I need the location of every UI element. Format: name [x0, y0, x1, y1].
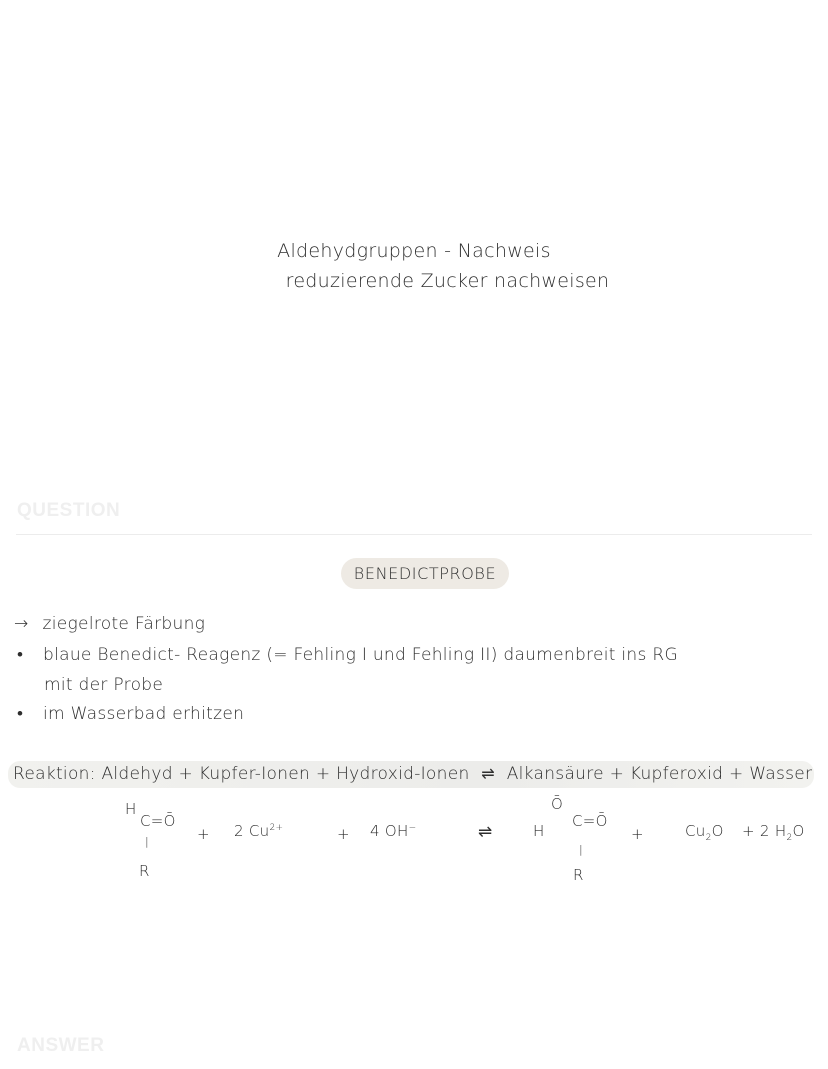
- page-subtitle: reduzierende Zucker nachweisen: [285, 270, 610, 292]
- note-item-heat: [17, 704, 244, 724]
- aldehyde-carbonyl: C=Ō: [140, 812, 176, 830]
- copper-symbol: Cu: [685, 822, 706, 840]
- arrow-right-icon: →: [14, 614, 29, 634]
- acid-carbonyl: C=Ō: [572, 812, 608, 830]
- note-text: blaue Benedict- Reagenz (= Fehling I und Fehling II) daumenbreit ins RG: [43, 645, 678, 665]
- plus-sign: +: [631, 825, 644, 843]
- copper-ions: [234, 822, 283, 840]
- aldehyde-residue: R: [139, 862, 150, 880]
- reaction-label: Reaktion:: [13, 764, 96, 784]
- reaction-word-equation: [13, 764, 812, 784]
- water: [742, 822, 805, 843]
- equilibrium-arrow-icon: ⇌: [478, 822, 493, 842]
- copper-oxide: [685, 822, 724, 843]
- note-text: im Wasserbad erhitzen: [43, 704, 245, 724]
- hydrogen-subscript: 2: [786, 833, 793, 843]
- acid-residue: R: [573, 866, 584, 884]
- oxygen-symbol: O: [792, 822, 805, 840]
- reaction-products: Alkansäure + Kupferoxid + Wasser: [506, 764, 813, 784]
- section-divider: [16, 534, 812, 535]
- bond-line: |: [145, 835, 150, 848]
- answer-section-label: ANSWER: [17, 1035, 105, 1056]
- note-item-reagent-continued: mit der Probe: [44, 675, 164, 695]
- copper-charge: 2+: [269, 823, 284, 833]
- note-item-reagent: [17, 645, 678, 665]
- hydroxide-formula: 4 OH: [370, 822, 409, 840]
- copper-formula: 2 Cu: [234, 822, 270, 840]
- plus-sign: +: [337, 825, 350, 843]
- bullet-icon: •: [17, 704, 24, 724]
- note-text: ziegelrote Färbung: [42, 614, 206, 634]
- hydroxide-charge: −: [408, 823, 417, 833]
- aldehyde-hydrogen: H: [125, 800, 137, 818]
- equilibrium-arrow-icon: ⇌: [481, 764, 495, 783]
- note-item-color: [14, 614, 205, 634]
- bullet-icon: •: [17, 645, 24, 665]
- water-coefficient: + 2 H: [742, 822, 787, 840]
- page-title: Aldehydgruppen - Nachweis: [277, 240, 551, 262]
- question-section-label: QUESTION: [17, 500, 121, 521]
- acid-hydrogen: H: [533, 822, 545, 840]
- acid-hydroxyl-oxygen: Ō: [551, 795, 564, 813]
- copper-subscript: 2: [705, 833, 712, 843]
- reaction-reactants: Aldehyd + Kupfer-Ionen + Hydroxid-Ionen: [101, 764, 470, 784]
- plus-sign: +: [197, 825, 210, 843]
- hydroxide-ions: [370, 822, 416, 840]
- oxygen-symbol: O: [711, 822, 724, 840]
- bond-line: |: [579, 843, 584, 856]
- benedict-heading-badge: BENEDICTPROBE: [341, 558, 509, 589]
